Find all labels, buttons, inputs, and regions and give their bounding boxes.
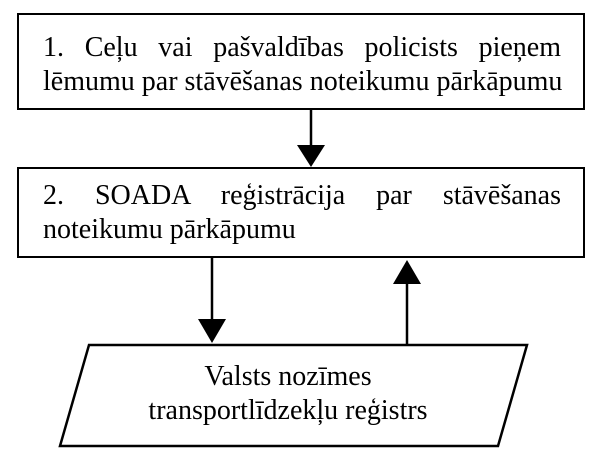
registry-line-2: transportlīdzekļu reģistrs [148, 395, 428, 426]
step1-line-2: lēmumu par stāvēšanas noteikumu pārkāpumu [43, 66, 563, 97]
arrow-registry-to-step2-head [393, 260, 421, 284]
step2-box [17, 167, 585, 258]
step1-line-1: 1. Ceļu vai pašvaldības policists pieņem [43, 32, 561, 63]
step1-box [17, 13, 585, 110]
registry-label [120, 360, 456, 428]
arrow-step2-to-registry-head [198, 319, 226, 343]
registry-line-1: Valsts nozīmes [204, 361, 372, 392]
step2-line-2: noteikumu pārkāpumu [43, 214, 296, 245]
arrow-step1-to-step2-head [297, 145, 325, 167]
step2-line-1: 2. SOADA reģistrācija par stāvēšanas [43, 180, 561, 211]
